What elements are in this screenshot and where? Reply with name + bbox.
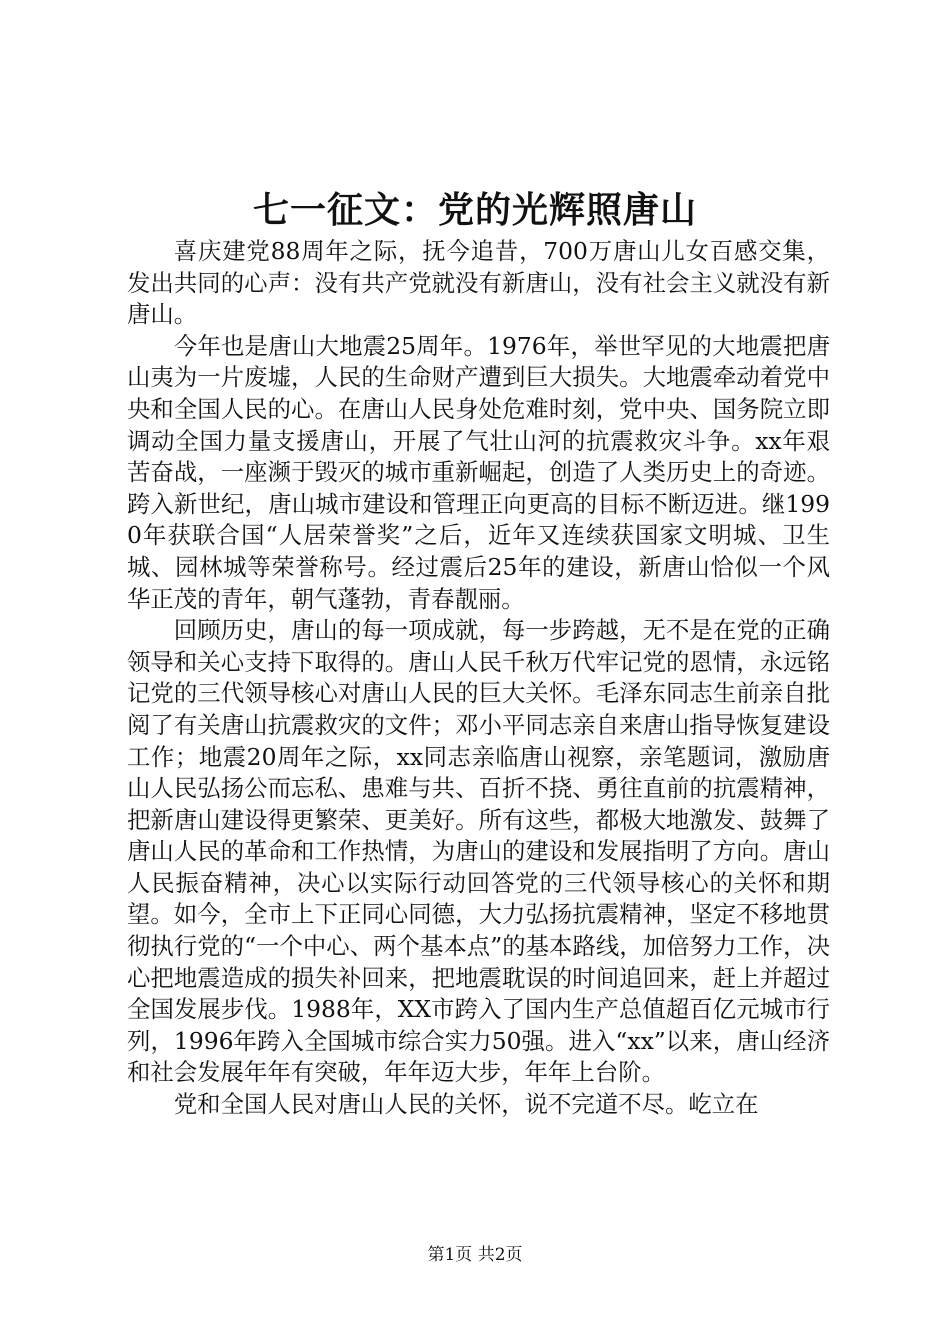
page-total: 共2页 [477,1245,523,1265]
paragraph-2: 今年也是唐山大地震25周年。1976年，举世罕见的大地震把唐山夷为一片废墟，人民的生命财产遭到巨大损失。大地震牵动着党中央和全国人民的心。在唐山人民身处危难时刻，党中央、国务院立即调动全国力量支援唐山，开展了气壮山河的抗震救灾斗争。xx年艰苦奋战，一座濒于毁灭的城市重新崛起，创造了人类历史上的奇迹。跨入新世纪，唐山城市建设和管理正向更高的目标不断迈进。继1990年获联合国“人居荣誉奖”之后，近年又连续获国家文明城、卫生城、园林城等荣誉称号。经过震后25年的建设，新唐山恰似一个风华正茂的青年，朝气蓬勃，青春靓丽。 [127,331,830,613]
paragraph-1: 喜庆建党88周年之际，抚今追昔，700万唐山儿女百感交集，发出共同的心声：没有共产党就没有新唐山，没有社会主义就没有新唐山。 [127,237,830,329]
paragraph-3: 回顾历史，唐山的每一项成就，每一步跨越，无不是在党的正确领导和关心支持下取得的。唐山人民千秋万代牢记党的恩情，永远铭记党的三代领导核心对唐山人民的巨大关怀。毛泽东同志生前亲自批阅了有关唐山抗震救灾的文件；邓小平同志亲自来唐山指导恢复建设工作；地震20周年之际，xx同志亲临唐山视察，亲笔题词，激励唐山人民弘扬公而忘私、患难与共、百折不挠、勇往直前的抗震精神，把新唐山建设得更繁荣、更美好。所有这些，都极大地激发、鼓舞了唐山人民的革命和工作热情，为唐山的建设和发展指明了方向。唐山人民振奋精神，决心以实际行动回答党的三代领导核心的关怀和期望。如今，全市上下正同心同德，大力弘扬抗震精神，坚定不移地贯彻执行党的“一个中心、两个基本点”的基本路线，加倍努力工作，决心把地震造成的损失补回来，把地震耽误的时间追回来，赶上并超过全国发展步伐。1988年，XX市跨入了国内生产总值超百亿元城市行列，1996年跨入全国城市综合实力50强。进入“xx”以来，唐山经济和社会发展年年有突破，年年迈大步，年年上台阶。 [127,616,830,1087]
paragraph-4: 党和全国人民对唐山人民的关怀，说不完道不尽。屹立在 [173,1090,759,1119]
article-body [127,236,830,1121]
page-title: 七一征文：党的光辉照唐山 [252,189,697,231]
page-number: 第1页 [427,1245,473,1265]
page-footer [0,1244,950,1266]
